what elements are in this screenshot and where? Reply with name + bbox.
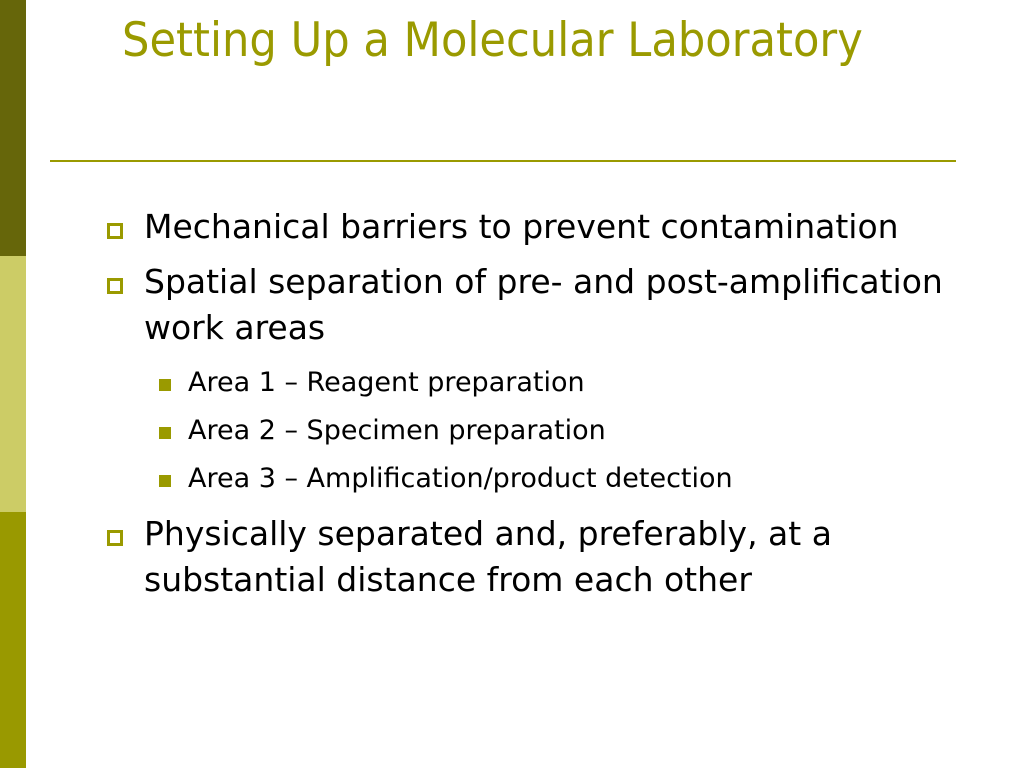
filled-square-bullet-icon <box>159 475 171 487</box>
bullet-item <box>100 204 950 250</box>
sub-bullet-text: Area 2 – Specimen preparation <box>188 415 606 446</box>
accent-bar-top-segment <box>0 0 26 256</box>
slide-title: Setting Up a Molecular Laboratory <box>122 13 863 68</box>
accent-bar-middle-segment <box>0 256 26 512</box>
bullet-list <box>100 204 950 612</box>
filled-square-bullet-icon <box>159 379 171 391</box>
sub-bullet-list <box>100 359 950 503</box>
bullet-text: Physically separated and, preferably, at a substantial distance from each other <box>144 514 832 599</box>
sub-bullet-item <box>100 455 950 503</box>
bullet-text: Spatial separation of pre- and post-amplification work areas <box>144 262 943 347</box>
left-accent-bar <box>0 0 26 768</box>
accent-bar-bottom-segment <box>0 512 26 768</box>
bullet-item <box>100 511 950 603</box>
bullet-text: Mechanical barriers to prevent contamination <box>144 207 899 246</box>
hollow-square-bullet-icon <box>107 223 123 239</box>
sub-bullet-item <box>100 359 950 407</box>
hollow-square-bullet-icon <box>107 278 123 294</box>
sub-bullet-item <box>100 407 950 455</box>
sub-bullet-text: Area 3 – Amplification/product detection <box>188 463 733 494</box>
hollow-square-bullet-icon <box>107 530 123 546</box>
title-divider <box>50 160 956 162</box>
sub-bullet-text: Area 1 – Reagent preparation <box>188 367 585 398</box>
bullet-item <box>100 259 950 351</box>
filled-square-bullet-icon <box>159 427 171 439</box>
